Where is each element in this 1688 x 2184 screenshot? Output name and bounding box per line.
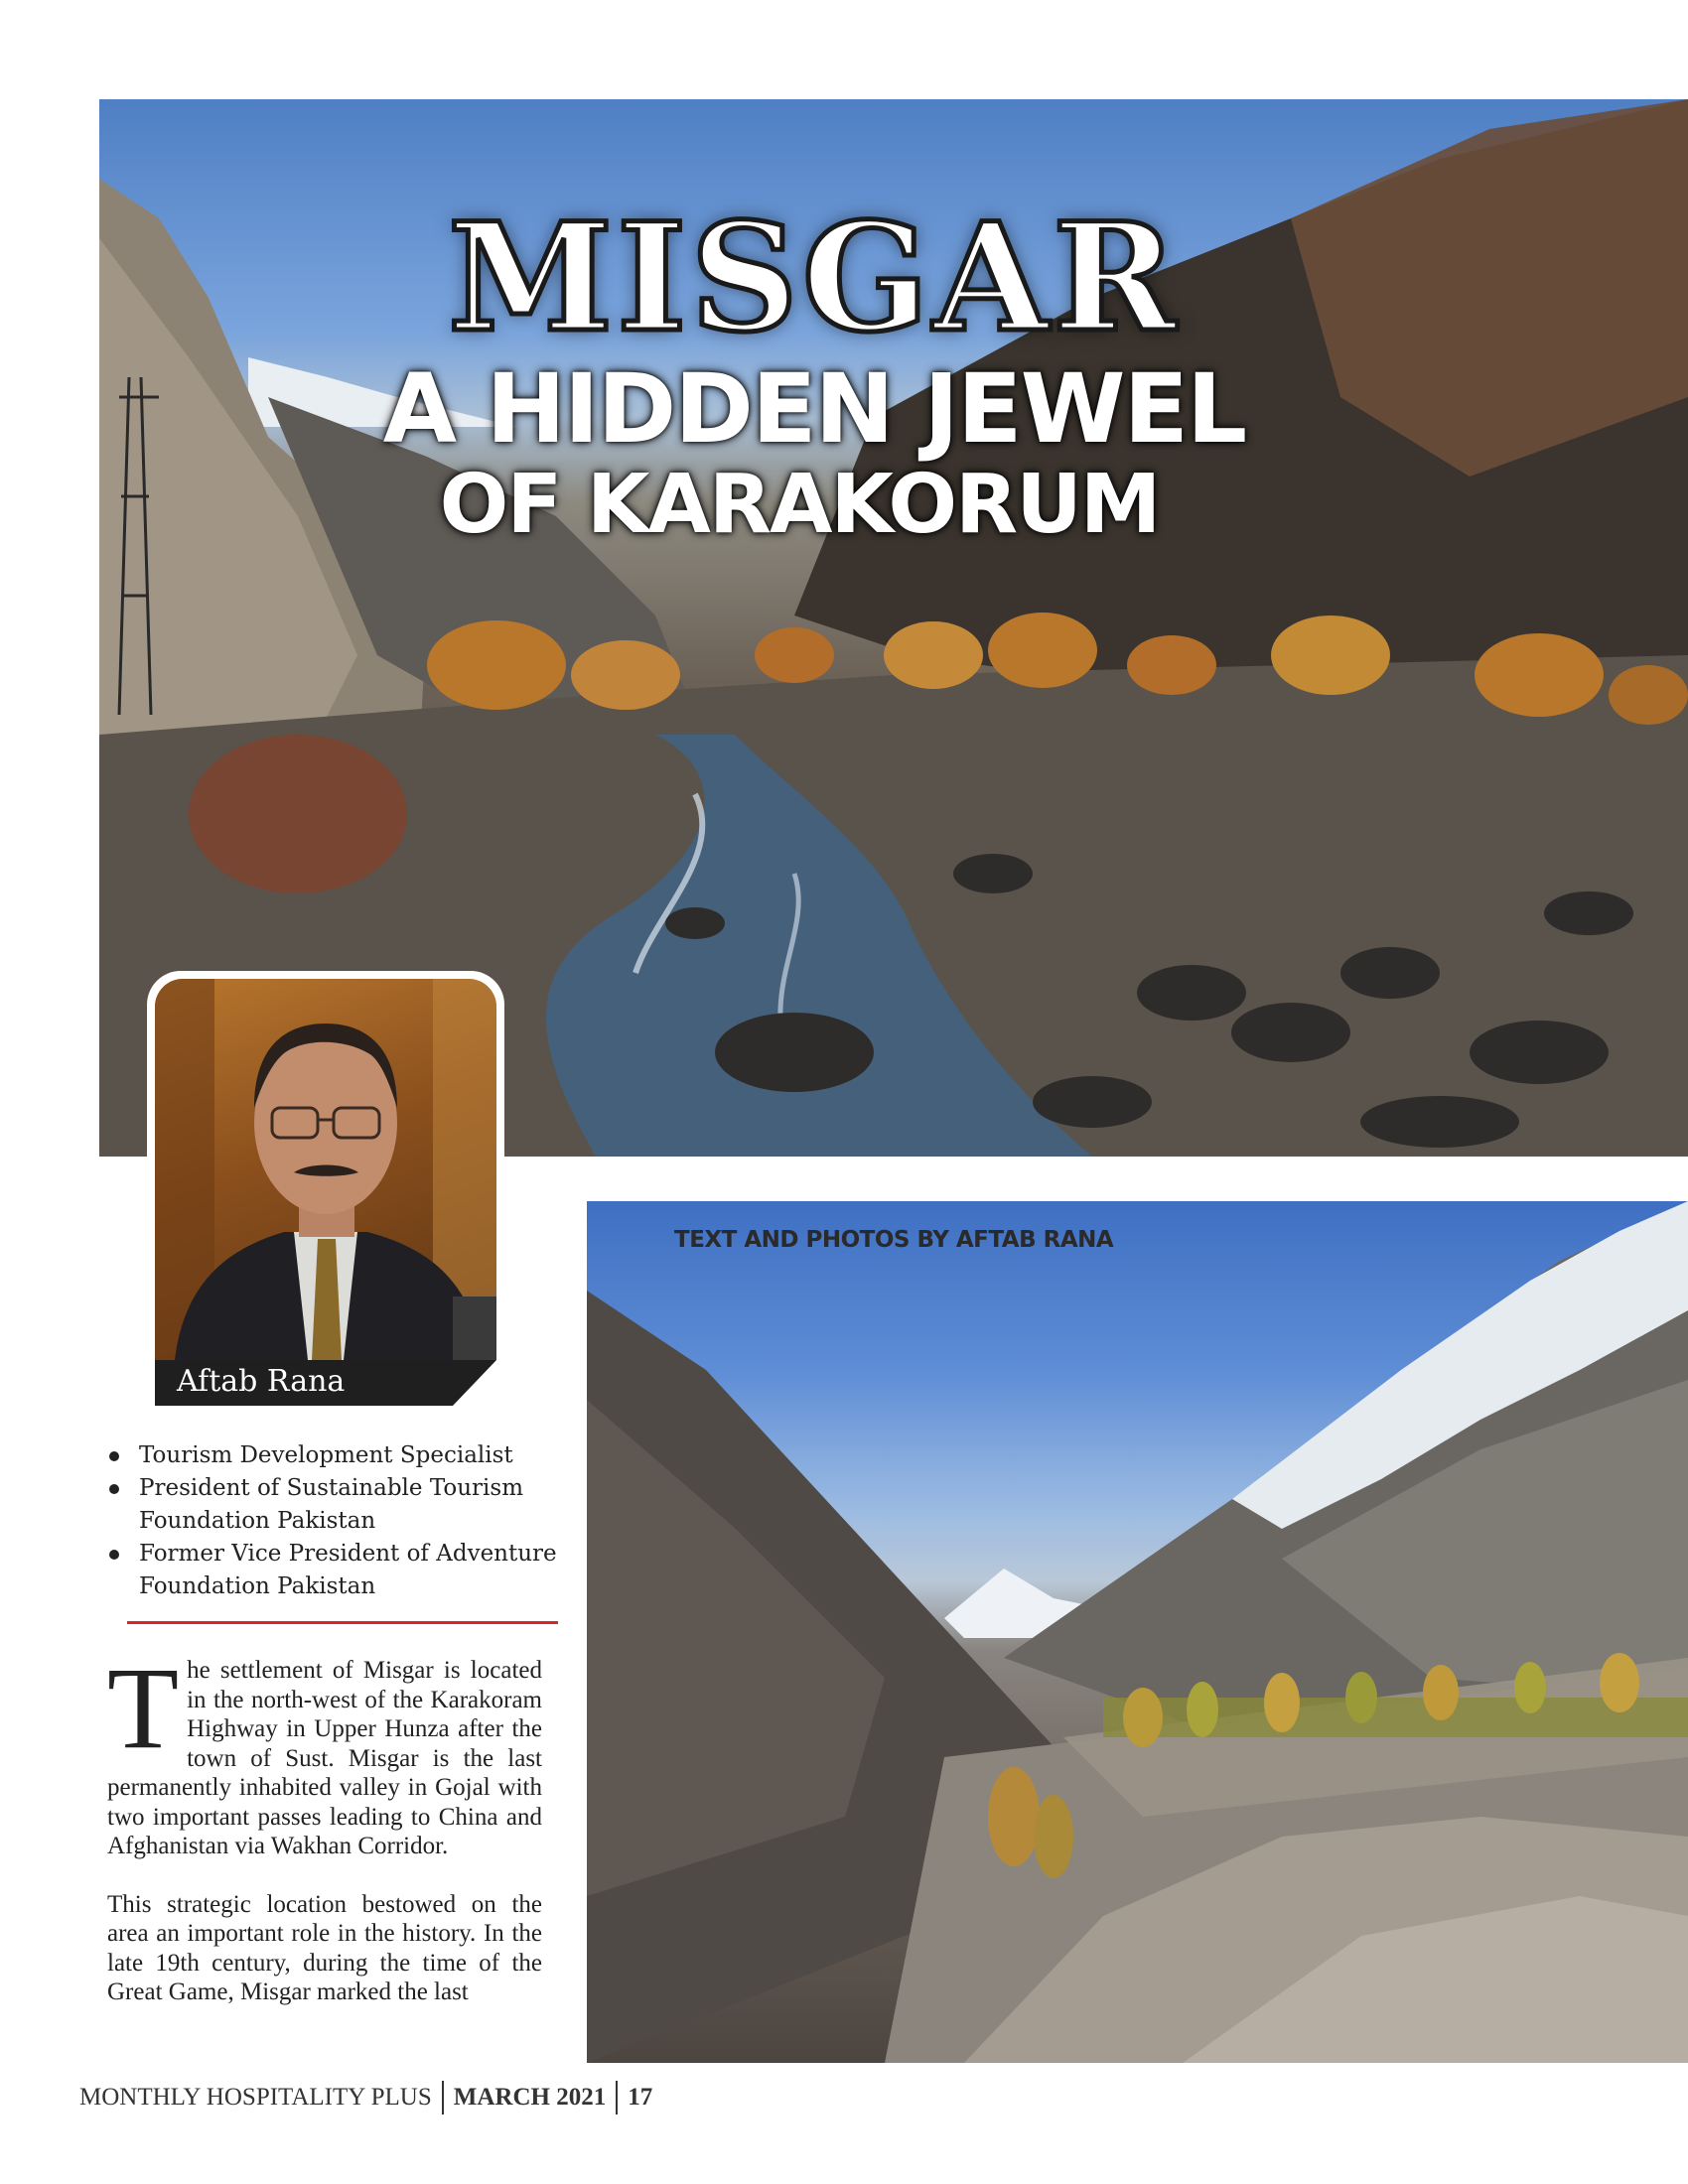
drop-cap: T bbox=[107, 1643, 180, 1773]
bullet-icon bbox=[109, 1484, 119, 1494]
valley-landscape-illustration bbox=[587, 1201, 1688, 2063]
publication-name: MONTHLY HOSPITALITY PLUS bbox=[79, 2084, 432, 2111]
page-number: 17 bbox=[628, 2084, 653, 2111]
section-divider bbox=[127, 1621, 558, 1624]
author-portrait-illustration bbox=[155, 979, 496, 1360]
headline-line-1: A HIDDEN JEWEL bbox=[382, 353, 1246, 465]
author-role-item: President of Sustainable Tourism Foundation Pakistan bbox=[107, 1472, 574, 1538]
bullet-icon bbox=[109, 1451, 119, 1461]
article-body bbox=[107, 1643, 542, 2036]
author-role-item: Former Vice President of Adventure Foundation Pakistan bbox=[107, 1538, 574, 1603]
author-name: Aftab Rana bbox=[177, 1364, 346, 1399]
headline-main: MISGAR bbox=[448, 191, 1181, 365]
article-paragraph: This strategic location bestowed on the area an important role in the history. In the late 19th century, during the time of the Great Game, Misgar marked the last bbox=[107, 1890, 542, 2005]
author-roles-list bbox=[107, 1439, 574, 1603]
bullet-icon bbox=[109, 1550, 119, 1560]
valley-photo bbox=[587, 1201, 1688, 2063]
article-paragraph: The settlement of Misgar is located in the north-west of the Karakoram Highway in Upper Hunza after the town of Sust. Misgar is the last permanently inhabited valley in Gojal with two important passes leading to China and Afghanistan via Wakhan Corridor. bbox=[107, 1643, 542, 1859]
page-footer bbox=[79, 2081, 652, 2116]
headline bbox=[99, 191, 1688, 552]
author-role-item: Tourism Development Specialist bbox=[107, 1439, 574, 1472]
author-photo bbox=[155, 979, 496, 1360]
headline-line-2: OF KARAKORUM bbox=[439, 458, 1160, 552]
footer-separator bbox=[616, 2081, 618, 2115]
issue-date: MARCH 2021 bbox=[453, 2084, 607, 2111]
photo-credit: TEXT AND PHOTOS BY AFTAB RANA bbox=[674, 1227, 1114, 1253]
author-card bbox=[147, 971, 504, 1428]
footer-separator bbox=[442, 2081, 444, 2115]
author-name-bar bbox=[155, 1360, 496, 1406]
